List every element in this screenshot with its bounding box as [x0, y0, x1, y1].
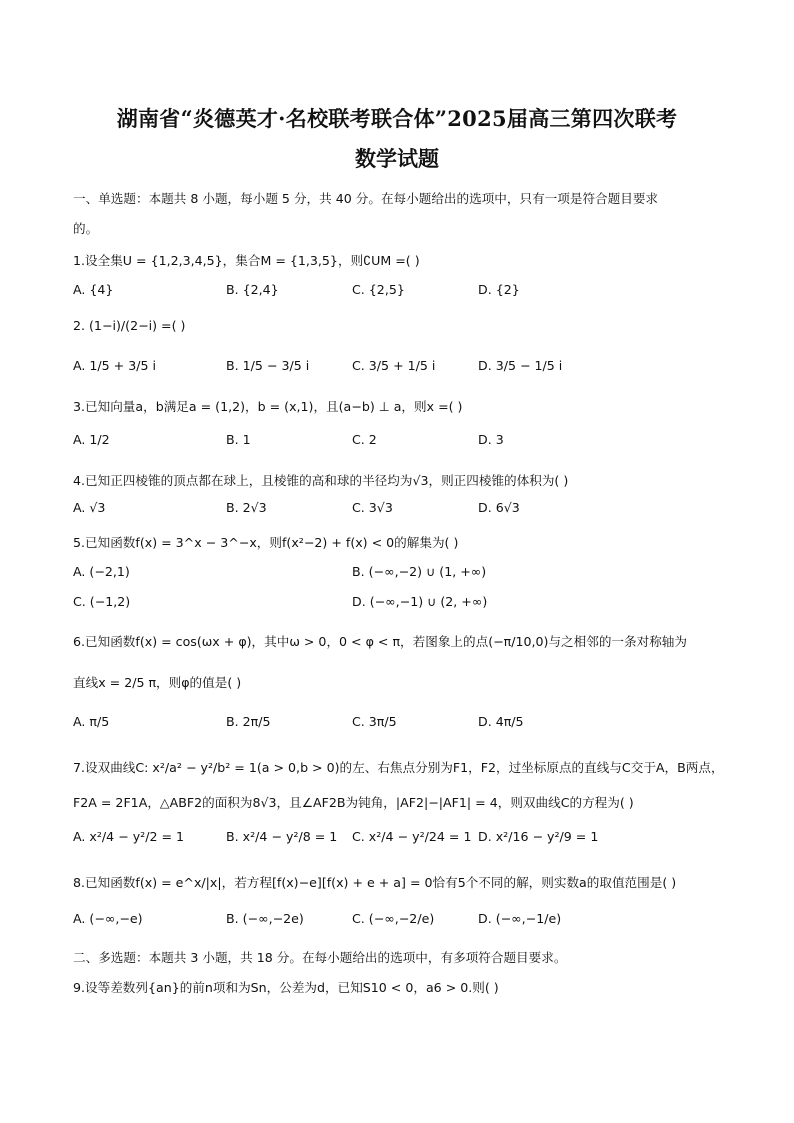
question-2-stem: 2. (1−i)/(2−i) =( ): [73, 318, 186, 333]
question-4-stem: 4.已知正四棱锥的顶点都在球上，且棱锥的高和球的半径均为√3，则正四棱锥的体积为( ): [73, 473, 569, 488]
option-c: C. 3/5 + 1/5 i: [352, 358, 436, 373]
question-6-stem-line2: 直线x = 2/5 π，则φ的值是( ): [73, 675, 242, 690]
option-a: A. 1/2: [73, 432, 110, 447]
option-d: D. 6√3: [478, 500, 520, 515]
option-b: B. 2√3: [226, 500, 267, 515]
exam-subtitle: 数学试题: [355, 146, 439, 171]
option-c: C. (−∞,−2/e): [352, 911, 435, 926]
option-d: D. 3: [478, 432, 504, 447]
section2-intro: 二、多选题：本题共 3 小题，共 18 分。在每小题给出的选项中，有多项符合题目要求。: [73, 950, 567, 965]
option-b: B. 1/5 − 3/5 i: [226, 358, 310, 373]
option-a: A. π/5: [73, 714, 110, 729]
question-7-stem-line1: 7.设双曲线C: x²/a² − y²/b² = 1(a > 0,b > 0)的左、右焦点分别为F1，F2，过坐标原点的直线与C交于A，B两点，: [73, 760, 724, 775]
question-7-stem-line2: F2A = 2F1A，△ABF2的面积为8√3，且∠AF2B为钝角，|AF2|−|AF1| = 4，则双曲线C的方程为( ): [73, 795, 634, 810]
option-c: C. 3√3: [352, 500, 393, 515]
option-d: D. (−∞,−1/e): [478, 911, 562, 926]
question-6-stem-line1: 6.已知函数f(x) = cos(ωx + φ)，其中ω > 0，0 < φ < π，若图象上的点(−π/10,0)与之相邻的一条对称轴为: [73, 634, 687, 649]
option-b: B. (−∞,−2) ∪ (1, +∞): [352, 564, 487, 579]
section1-intro-line1: 一、单选题：本题共 8 小题，每小题 5 分，共 40 分。在每小题给出的选项中，只有一项是符合题目要求: [73, 191, 659, 206]
option-c: C. 2: [352, 432, 377, 447]
option-a: A. (−2,1): [73, 564, 130, 579]
option-a: A. {4}: [73, 282, 114, 297]
option-a: A. 1/5 + 3/5 i: [73, 358, 156, 373]
option-d: D. {2}: [478, 282, 520, 297]
question-8-stem: 8.已知函数f(x) = e^x/|x|，若方程[f(x)−e][f(x) + e + a] = 0恰有5个不同的解，则实数a的取值范围是( ): [73, 875, 677, 890]
option-a: A. (−∞,−e): [73, 911, 143, 926]
option-a: A. √3: [73, 500, 106, 515]
option-c: C. (−1,2): [73, 594, 131, 609]
question-9-stem: 9.设等差数列{an}的前n项和为Sn，公差为d，已知S10 < 0，a6 > 0.则( ): [73, 980, 499, 995]
option-b: B. (−∞,−2e): [226, 911, 304, 926]
option-d: D. 3/5 − 1/5 i: [478, 358, 563, 373]
option-b: B. {2,4}: [226, 282, 279, 297]
question-1-stem: 1.设全集U = {1,2,3,4,5}，集合M = {1,3,5}，则∁UM =( ): [73, 253, 420, 268]
question-5-stem: 5.已知函数f(x) = 3^x − 3^−x，则f(x²−2) + f(x) < 0的解集为( ): [73, 535, 459, 550]
option-d: D. x²/16 − y²/9 = 1: [478, 829, 599, 844]
exam-title: 湖南省“炎德英才·名校联考联合体”2025届高三第四次联考: [116, 106, 678, 131]
option-c: C. 3π/5: [352, 714, 397, 729]
question-3-stem: 3.已知向量a，b满足a = (1,2)，b = (x,1)，且(a−b) ⊥ a，则x =( ): [73, 399, 463, 414]
option-c: C. x²/4 − y²/24 = 1: [352, 829, 472, 844]
option-c: C. {2,5}: [352, 282, 405, 297]
option-b: B. x²/4 − y²/8 = 1: [226, 829, 338, 844]
section1-intro-line2: 的。: [73, 221, 99, 236]
option-b: B. 1: [226, 432, 251, 447]
option-b: B. 2π/5: [226, 714, 271, 729]
option-d: D. 4π/5: [478, 714, 524, 729]
option-a: A. x²/4 − y²/2 = 1: [73, 829, 185, 844]
option-d: D. (−∞,−1) ∪ (2, +∞): [352, 594, 488, 609]
